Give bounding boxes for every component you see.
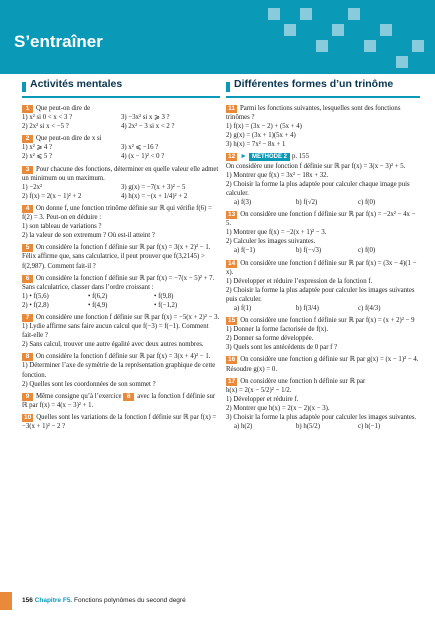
exercise-4: 4 On donne f, une fonction trinôme définie sur ℝ qui vérifie f(6) = f(2) = 3. Peut-on en déduire : 1) son tableau de variations ? 2) la valeur de son extremum ? Où est-il atteint ? xyxy=(22,204,212,240)
chapter-title: Fonctions polynômes du second degré xyxy=(74,597,186,604)
exercise-number: 11 xyxy=(226,105,237,113)
exercise-17: 17 On considère une fonction h définie sur ℝ par h(x) = 2(x − 5/2)² − 1/2. 1) Développer et réduire f. 2) Montrer que h(x) = 2(x − 2)(x − 3). 3) Choisir la forme la plus adaptée pour calculer les images suivantes. a) h(2) b) h(5/2) c) h(−1) xyxy=(226,377,420,432)
exercise-15: 15 On considère une fonction f définie sur ℝ par f(x) = (x + 2)² − 9 1) Donner la forme factorisée de f(x). 2) Donner sa forme développée. 3) Quels sont les antécédents de 0 par f ? xyxy=(226,317,415,352)
exercise-8: 8 On considère la fonction f définie sur ℝ par f(x) = 3(x + 4)² − 1. 1) Déterminer l’axe de symétrie de la représentation graphique de cette fonction. 2) Quelles sont les coordonnées de son sommet ? xyxy=(22,353,216,388)
exercise-number: 12 xyxy=(228,153,236,161)
exercise-5: 5 On considère la fonction f définie sur ℝ par f(x) = 3(x + 2)² − 1. Félix affirme que, sans calculatrice, il peut prouver que f(3,2145) > f(2,987). Comment fait-il ? xyxy=(22,244,211,270)
deco-square xyxy=(300,8,312,20)
exercise-10: 10 Quelles sont les variations de la fonction f définie sur ℝ par f(x) = −3(x + 1)² − 2 ? xyxy=(22,413,217,430)
section-marker xyxy=(226,82,230,92)
exercise-number: 9 xyxy=(22,393,33,401)
exercise-16: 16 On considère une fonction g définie sur ℝ par g(x) = (x − 1)² − 4. Résoudre g(x) = 0. xyxy=(226,356,419,373)
exercise-number: 14 xyxy=(228,259,236,267)
exercise-1: 1 Que peut-on dire de 1) x² si 0 < x < 3 ? 3) −3x² si x ⩾ 3 ? 2) 2x² si x < −5 ? 4) 2x² − 3 si x < 2 ? xyxy=(22,105,175,131)
exercise-13: 13 On considère une fonction f définie sur ℝ par f(x) = −2x² − 4x − 5. 1) Montrer que f(x) = −2(x + 1)² − 3. 2) Calculer les images suivantes. a) f(−1) b) f(−√3) c) f(0) xyxy=(226,211,416,255)
exercise-number: 13 xyxy=(228,211,236,219)
deco-square xyxy=(332,24,344,36)
exercise-6: 6 On considère la fonction f définie sur ℝ par f(x) = −7(x − 5)² + 7. Sans calculatrice, classer dans l’ordre croissant : 1) • f(5,6) • f(6,2) • f(9,8) 2) • f(2,8) • f(4,9) • f(−1,2) xyxy=(22,274,215,309)
deco-square xyxy=(268,8,280,20)
arrow-icon: ► xyxy=(240,153,247,161)
formula: h(x) = 2(x − 5/2)² − 1/2. xyxy=(226,386,292,394)
exercise-11: 11 Parmi les fonctions suivantes, lesquelles sont des fonctions trinômes ? 1) f(x) = (3x − 2) + (5x + 4) 2) g(x) = (3x + 1)(5x + 4) 3) h(x) = 7x² − 8x + 1 xyxy=(226,105,401,149)
exercise-number: 5 xyxy=(22,244,33,252)
left-column xyxy=(22,104,220,434)
exercise-number: 2 xyxy=(22,135,33,143)
exercise-number: 15 xyxy=(228,317,236,325)
page-footer xyxy=(22,597,186,604)
section-title-right: Différentes formes d’un trinôme xyxy=(234,78,394,90)
deco-square xyxy=(316,40,328,52)
section-rule-left xyxy=(22,96,220,98)
page-number: 156 xyxy=(22,597,33,604)
footer-tab xyxy=(0,592,12,610)
exercise-number: 16 xyxy=(228,356,236,364)
deco-square xyxy=(396,56,408,68)
deco-square xyxy=(284,24,296,36)
exercise-number: 10 xyxy=(24,413,32,421)
chapter-label: Chapitre F5. xyxy=(34,597,73,604)
page-title: S’entraîner xyxy=(14,32,103,51)
exercise-number: 8 xyxy=(22,353,33,361)
exercise-reference: 8 xyxy=(123,393,134,401)
exercise-number: 17 xyxy=(228,377,236,385)
exercise-14: 14 On considère une fonction f définie sur ℝ par f(x) = (3x − 4)(1 − x). 1) Développer et réduire l’expression de la fonction f. 2) Choisir la forme la plus adaptée pour calculer les images suivantes puis calculer. a) f(1) b) f(3/4) c) f(4/3) xyxy=(226,259,417,312)
right-column xyxy=(226,104,420,434)
methode-badge[interactable]: MÉTHODE 2 xyxy=(249,153,290,161)
exercise-7: 7 On considère une fonction f définie sur ℝ par f(x) = −5(x + 2)² − 3. 1) Lydie affirme sans faire aucun calcul que f(−3) = f(−1). Comment fait-elle ? 2) Sans calcul, trouver une autre égalité avec deux autres nombres. xyxy=(22,313,220,349)
section-title-left: Activités mentales xyxy=(30,78,123,90)
section-rule-right xyxy=(226,96,420,98)
deco-square xyxy=(348,8,360,20)
exercise-3: 3 Pour chacune des fonctions, déterminer en quelle valeur elle admet un minimum ou un maximum. 1) −2x² 3) g(x) = −7(x + 3)² − 5 2) f(x) = 2(x − 1)² + 2 4) h(x) = −(x + 1/4)² + 2 xyxy=(22,165,219,200)
exercise-12: 12 ► MÉTHODE 2 p. 155 On considère une fonction f définie sur ℝ par f(x) = 3(x − 3)² + 5. 1) Montrer que f(x) = 3x² − 18x + 32. 2) Choisir la forme la plus adaptée pour calculer chaque image puis calculer. a) f(3) b) f(√2) c) f(0) xyxy=(226,153,410,206)
exercise-number: 3 xyxy=(22,166,33,174)
exercise-9: 9 Même consigne qu’à l’exercice 8 avec la fonction f définie sur ℝ par f(x) = 4(x − 3)² + 1. xyxy=(22,392,216,409)
exercise-number: 6 xyxy=(22,275,33,283)
deco-square xyxy=(364,40,376,52)
deco-square xyxy=(412,40,424,52)
exercise-2: 2 Que peut-on dire de x si 1) x² ⩾ 4 ? 3) x² ⩽ −16 ? 2) x² ⩽ 5 ? 4) (x − 1)² < 0 ? xyxy=(22,135,165,161)
section-marker xyxy=(22,82,26,92)
exercise-number: 7 xyxy=(22,314,33,322)
deco-square xyxy=(380,24,392,36)
exercise-number: 4 xyxy=(22,205,33,213)
exercise-number: 1 xyxy=(22,105,33,113)
